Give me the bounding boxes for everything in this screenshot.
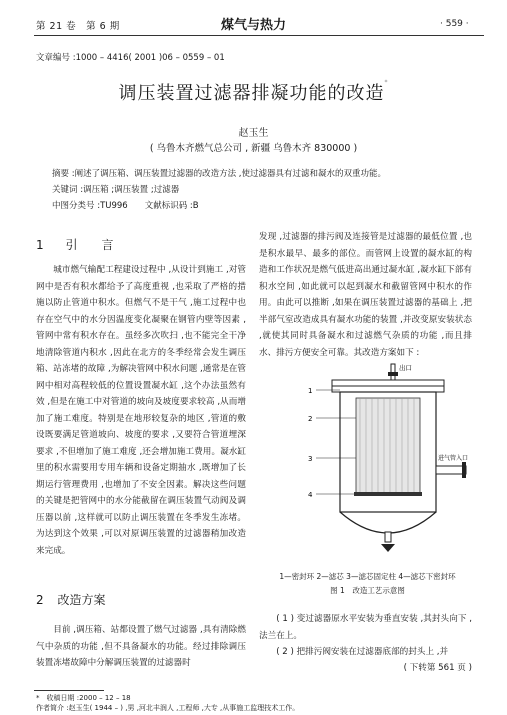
journal-volume-issue: 第 21 卷 第 6 期 xyxy=(36,21,120,32)
section-1-heading xyxy=(36,236,113,253)
filter-bottom-seal xyxy=(354,492,422,496)
left-column-paragraph-1: 城市燃气输配工程建设过程中 ,从设计到施工 ,对管网中是否有积水都给予了高度重视 ,也采取了严格的措施以防止管道中积水。但燃气不是干气 ,施工过程中也存在空气中的水分因温度变化凝聚在钢管内壁等因素 ,管网中常有积水存在。虽经多次吹扫 ,也不能完全干净地清除管道内积水 ,因此在北方的冬季经常会发生调压箱、站冻堵的故障 ,为解决管网中积水问题 ,通常是在管网中相对高程较低的位置设置凝水缸 ,这个办法虽然有效 ,但是在施工中对管道的坡向及坡度要求较高 ,从而增加了施工难度。特别是在地形较复杂的地区 ,管道的敷设既要满足管道坡向、坡度的要求 ,又要符合管道埋深要求 ,不但增加了施工难度 ,还会增加施工费用。凝水缸里的积水需要用专用车辆和设备定期抽水 ,既增加了长期运行管理费用 ,也增加了不安全因素。解决这些问题的关键是把管网中的水分能截留在调压装置气动阀及调压器以前 ,这样就可以防止调压装置在冬季发生冻堵。为达到这个效果 ,可以对原调压装置的过滤器稍加改造来完成。 xyxy=(36,265,246,556)
label-inlet: 进气管入口 xyxy=(438,455,469,462)
top-flange-lower xyxy=(332,386,444,392)
left-column-paragraph-2: 目前 ,调压箱、站都设置了燃气过滤器 ,具有清除燃气中杂质的功能 ,但不具备凝水的功能。经过排除调压装置冻堵故障中分解调压装置的过滤器时 xyxy=(36,625,246,668)
right-column-paragraph-1: 发现 ,过滤器的排污阀及连接管是过滤器的最低位置 ,也是积水最早、最多的部位。而管网上设置的凝水缸的构造和工作状况是燃气低进高出通过凝水缸 ,凝水缸下部有积水空间 ,如此就可以起到凝水和截留管网中积水的作用。由此可以推断 ,如果在调压装置过滤器的基础上 ,把半部气室改造成具有凝水功能的装置 ,并改变原安装状态 ,就使其同时具备凝水和过滤燃气杂质的功能 ,而且排水、排污方便安全可靠。其改造方案如下 : xyxy=(259,232,472,358)
right-column-paragraph-3: ( 2 ) 把排污阀安装在过滤器底部的封头上 ,并 xyxy=(276,647,449,657)
label-outlet: 出口 xyxy=(399,364,412,372)
author: 赵玉生 xyxy=(238,128,269,139)
abstract: 摘要 :阐述了调压箱、调压装置过滤器的改造方法 ,使过滤器具有过滤和凝水的双重功能。 xyxy=(52,169,386,179)
figure-number-1: 1 xyxy=(308,387,313,395)
section-2-heading xyxy=(36,591,105,608)
article-title-text: 调压装置过滤器排凝功能的改造 xyxy=(118,83,385,104)
figure-number-4: 4 xyxy=(308,491,313,499)
section-2-number: 2 xyxy=(36,593,44,607)
figure-legend: 1—密封环 2—滤芯 3—滤芯固定柱 4—滤芯下密封环 xyxy=(279,572,456,581)
keywords: 关键词 :调压箱 ;调压装置 ;过滤器 xyxy=(52,185,180,195)
journal-name: 煤气与热力 xyxy=(220,18,286,33)
figure-caption: 图 1 改造工艺示意图 xyxy=(330,586,405,595)
footnote-rule xyxy=(34,690,104,691)
top-flange xyxy=(332,380,444,386)
continued-note: ( 下转第 561 页 ) xyxy=(403,663,472,673)
article-title xyxy=(0,79,507,105)
outlet-flange xyxy=(388,372,398,376)
inlet-flange xyxy=(462,462,466,478)
figure-1 xyxy=(296,358,476,568)
section-2-title: 改造方案 xyxy=(57,593,106,607)
footnote-author-bio: 作者简介 :赵玉生( 1944 – ) ,男 ,河北丰润人 ,工程师 ,大专 ,从事施工监理技术工作。 xyxy=(36,704,300,712)
page-number: · 559 · xyxy=(440,19,469,29)
title-footnote-mark: * xyxy=(384,79,389,86)
figure-number-2: 2 xyxy=(308,415,313,423)
inlet-pipe xyxy=(436,466,466,474)
section-1-number: 1 xyxy=(36,238,44,252)
article-id: 文章编号 :1000 – 4416( 2001 )06 – 0559 – 01 xyxy=(36,53,225,63)
section-1-title: 引 言 xyxy=(65,238,114,252)
affiliation: ( 乌鲁木齐燃气总公司 , 新疆 乌鲁木齐 830000 ) xyxy=(149,143,358,154)
classification: 中图分类号 :TU996 文献标识码 :B xyxy=(52,201,199,211)
figure-number-3: 3 xyxy=(308,455,313,463)
footnote-received: * 收稿日期 :2000 – 12 – 18 xyxy=(36,694,131,702)
bottom-head xyxy=(340,512,436,533)
filter-element xyxy=(356,398,420,494)
drain-valve xyxy=(381,544,395,552)
right-column-paragraph-2: ( 1 ) 变过滤器原水平安装为垂直安装 ,其封头向下 ,法兰在上。 xyxy=(259,614,472,641)
drain-pipe xyxy=(385,532,391,542)
header-rule xyxy=(34,35,484,36)
figure-1-diagram xyxy=(296,358,476,568)
